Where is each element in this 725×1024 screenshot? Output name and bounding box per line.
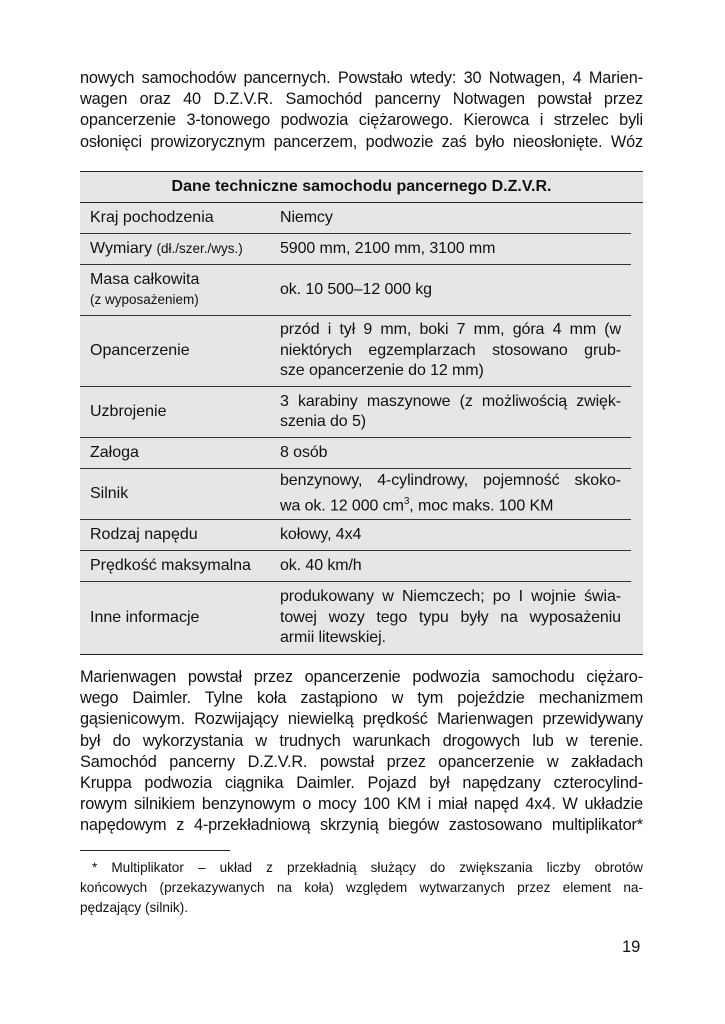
text-line: opancerzenie 3-tonowego podwozia ciężarowego. Kierowca i strzelec byli [80,111,643,130]
row-value: 8 osób [280,443,328,461]
row-value: ok. 10 500–12 000 kg [280,280,432,298]
superscript: 3 [403,495,410,507]
text-line: Kruppa podwozia ciągnika Daimler. Pojazd był napędzany czterocylind- [80,774,643,793]
text-line: osłonięci prowizorycznym pancerzem, podwozie zaś było nieosłonięte. Wóz [80,132,643,151]
text-line: wagen oraz 40 D.Z.V.R. Samochód pancerny Notwagen powstał przez [80,90,643,109]
footnote-line: końcowych (przekazywanych na koła) względem wytwarzanych przez element na- [80,880,643,895]
text-line: wego Daimler. Tylne koła zastąpiono w tym pojeździe mechanizmem [80,689,643,708]
footnote-line: pędzający (silnik). [80,900,189,915]
row-label: Masa całkowita (z wyposażeniem) [90,270,200,307]
body-paragraph [80,667,643,837]
row-value: benzynowy, 4-cylindrowy, pojemność skoko- wa ok. 12 000 $cm^3$, moc maks. 100 KM [280,472,621,515]
text-line: rowym silnikiem benzynowym o mocy 100 KM i miał napęd 4x4. W układzie [80,795,643,814]
row-label: Prędkość maksymalna [90,556,251,574]
footnote [80,858,643,918]
table-row [80,520,631,551]
row-label: Załoga [90,443,139,461]
row-value: ok. 40 km/h [280,556,362,574]
row-label: Opancerzenie [90,341,190,359]
table-row [80,551,631,582]
table-row [80,316,631,387]
text-line: napędowym z 4-przekładniową skrzynią biegów zastosowano multiplikator* [80,816,643,835]
table-row [80,469,631,520]
row-label: Inne informacje [90,608,200,626]
text-line: Samochód pancerny D.Z.V.R. powstał przez opancerzenie w zakładach [80,752,643,771]
row-value: przód i tył 9 mm, boki 7 mm, góra 4 mm (w niektórych egzemplarzach stosowano grub- sze opancerzenie do 12 mm) [280,321,621,380]
page-number: 19 [622,938,641,956]
footnote-line: * Multiplikator – układ z przekładnią służący do zwiększania liczby obrotów [92,860,643,875]
row-label-note: (z wyposażeniem) [90,292,199,307]
row-value: 5900 mm, 2100 mm, 3100 mm [280,239,496,257]
table-row [80,387,631,438]
specs-table [80,171,643,655]
row-label: Wymiary (dł./szer./wys.) [90,239,243,257]
table-row [80,438,631,469]
row-label: Rodzaj napędu [90,525,198,543]
table-row [80,203,631,234]
row-value: kołowy, 4x4 [280,525,362,543]
row-value: Niemcy [280,208,333,226]
row-label: Kraj pochodzenia [90,208,214,226]
row-value: produkowany w Niemczech; po I wojnie świa- towej wozy tego typu były na wyposażeniu armii litewskiej. [280,588,621,647]
footnote-rule [80,850,230,851]
table-row [80,265,631,316]
row-label: Silnik [90,484,129,502]
row-label: Uzbrojenie [90,402,167,420]
row-label-note: (dł./szer./wys.) [156,240,243,256]
intro-paragraph [80,68,643,153]
table-row [80,582,631,654]
text-line: nowych samochodów pancernych. Powstało wtedy: 30 Notwagen, 4 Marien- [80,69,643,87]
row-value: 3 karabiny maszynowe (z możliwością zwięk- szenia do 5) [280,392,621,430]
text-line: gąsienicowym. Rozwijający niewielką prędkość Marienwagen przewidywany [80,710,643,729]
table-row [80,234,631,265]
table-title: Dane techniczne samochodu pancernego D.Z.V.R. [80,172,643,203]
text-line: był do wykorzystania w trudnych warunkach drogowych lub w terenie. [80,731,643,750]
text-line: Marienwagen powstał przez opancerzenie podwozia samochodu ciężaro- [80,668,643,686]
